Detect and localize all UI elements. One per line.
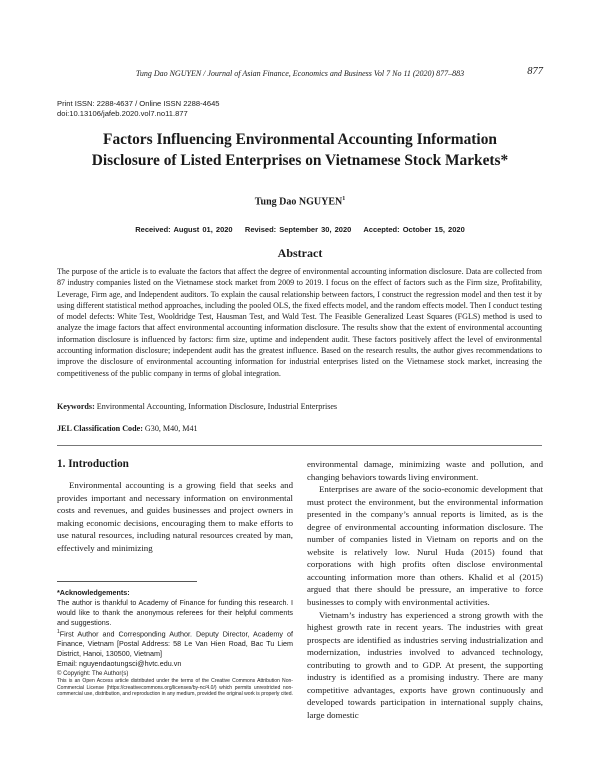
footnote-divider <box>57 581 197 582</box>
author-email: Email: nguyendaotungsci@hvtc.edu.vn <box>57 658 182 668</box>
intro-paragraph-1: Environmental accounting is a growing field that seeks and provides important and necessary information on environmental costs and revenues, and guides businesses and project owners in making economic decisions, encouraging them to make efforts to use natural resources, including natural resources created by man, effectively and minimizing <box>57 480 293 553</box>
ack-text: The author is thankful to Academy of Finance for funding this research. I would like to thank the anonymous referees for their helpful comments and suggestions. <box>57 597 293 627</box>
intro-paragraph-3: Vietnam’s industry has experienced a strong growth with the highest growth rate in recent years. The industries with great prospects are identified as industries serving industrialization and modernization, industries involved to advanced technology, contributing to growth and to GDP. At present, the supporting industry is identified as a promising industry. There are many competitive advantages, exports have grown continuously and developed towards participation in international supply chains, large domestic <box>307 609 543 720</box>
submission-dates: Received: August 01, 2020 Revised: September 30, 2020 Accepted: October 15, 2020 <box>135 225 465 234</box>
ack-label: *Acknowledgements: <box>57 588 130 597</box>
issn-line: Print ISSN: 2288-4637 / Online ISSN 2288-4645 <box>57 99 220 108</box>
license-text: This is an Open Access article distributed under the terms of the Creative Commons Attribution Non-Commercial License (https://creativecommons.org/licenses/by-nc/4.0/) which permits unrestricted non-commercial use, distribution, and reproduction in any medium, provided the original work is properly cited. <box>57 678 293 698</box>
jel-label: JEL Classification Code: <box>57 424 143 433</box>
title-line-2: Disclosure of Listed Enterprises on Vietnamese Stock Markets* <box>91 152 509 169</box>
intro-paragraph-1-cont: environmental damage, minimizing waste and pollution, and changing behaviors towards living environment. <box>307 459 543 482</box>
issn-block <box>57 99 220 119</box>
abstract-heading: Abstract <box>277 246 323 260</box>
right-column <box>307 458 543 721</box>
author-line <box>0 196 600 207</box>
jel-line <box>57 424 542 433</box>
running-header: Tung Dao NGUYEN / Journal of Asian Finance, Economics and Business Vol 7 No 11 (2020) 877–883 <box>135 69 465 78</box>
paper-title <box>60 129 540 171</box>
author-note-mark: 1 <box>57 628 60 635</box>
keywords-label: Keywords: <box>57 402 95 411</box>
keywords-text: Environmental Accounting, Information Disclosure, Industrial Enterprises <box>96 402 338 411</box>
section-divider <box>57 445 542 446</box>
left-column <box>57 479 293 554</box>
intro-heading: 1. Introduction <box>57 458 129 470</box>
author-name: Tung Dao NGUYEN <box>254 196 343 208</box>
jel-text: G30, M40, M41 <box>144 424 198 433</box>
author-footnote-mark: 1 <box>342 196 346 202</box>
author-note: First Author and Corresponding Author. Deputy Director, Academy of Finance, Vietnam [Postal Address: 58 Le Van Hien Road, Bac Tu Liem District, Hanoi, 130500, Vietnam] <box>57 629 293 658</box>
page-number: 877 <box>527 66 543 77</box>
abstract-body: The purpose of the article is to evaluate the factors that affect the degree of environmental accounting information disclosure. Data are collected from 87 industry companies listed on the Vietnamese stock market from 2009 to 2019. I focus on the effect of factors such as the Firm size, Profitability, Leverage, Firm age, and Independent auditors. To explain the causal relationship between factors, I construct the regression model and then test it by using different statistical method approaches, including the pooled OLS, the fixed effects model, and the random effects model. Then I conduct testing of model defects: White Test, Wooldridge Test, Hausman Test, and Wald Test. The Feasible Generalized Least Squares (FGLS) method is used to analyze the image factors that affect environmental accounting information disclosure. The results show that the extent of environmental accounting information disclosure is influenced by factors: firm size, uptime and independent audit. These factors positively affect the level of environmental accounting information disclosure; independent audit has the greatest influence. Based on the research results, the author gives recommendations to improve the disclosure of environmental accounting information for industrial enterprises listed on the Vietnamese stock market, increasing the competitiveness of the public company in terms of global integration. <box>57 267 542 378</box>
doi-line: doi:10.13106/jafeb.2020.vol7.no11.877 <box>57 109 188 118</box>
copyright-line: © Copyright: The Author(s) <box>57 671 129 677</box>
footnotes <box>57 588 293 669</box>
keywords-line <box>57 402 542 411</box>
copyright-notice <box>57 670 293 698</box>
title-line-1: Factors Influencing Environmental Accounting Information <box>103 131 497 148</box>
intro-paragraph-2: Enterprises are aware of the socio-economic development that must protect the environment, but the environmental information presented in the company’s annual reports is limited, as is the degree of environmental accounting information disclosure. The number of companies listed in Vietnam on reports and on the website is relatively low. Nurul Huda (2015) found that corporations with high profits often disclose environmental accounting information more than others. Khalid et al (2015) argued that there should be pressure, an imperative to force businesses to comply with environmental activities. <box>307 484 543 608</box>
